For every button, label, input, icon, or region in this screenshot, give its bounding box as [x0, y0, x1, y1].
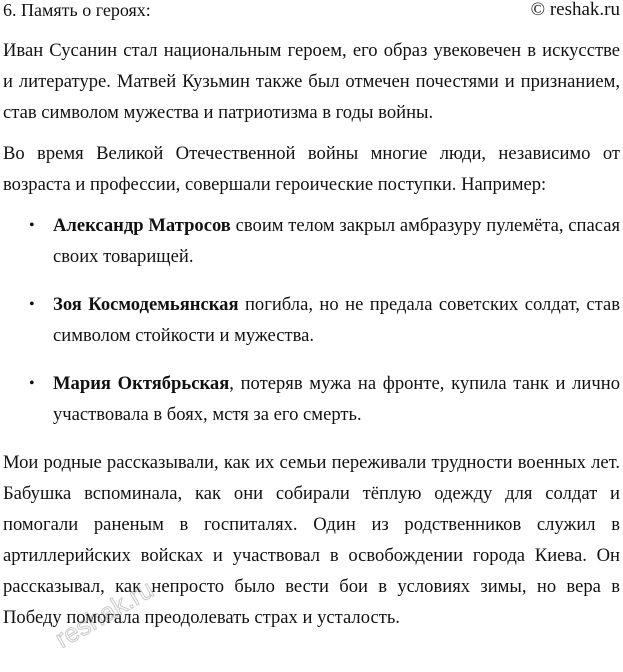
- hero-description: своим телом закрыл амбразуру пулемёта, спасая своих товарищей.: [53, 215, 620, 267]
- heroes-list: [3, 210, 620, 430]
- hero-name: Александр Матросов: [53, 215, 231, 236]
- hero-name: Зоя Космодемьянская: [53, 294, 239, 315]
- bullet-icon: •: [29, 296, 35, 313]
- hero-description: погибла, но не предала советских солдат, став символом стойкости и мужества.: [53, 294, 620, 346]
- paragraph-intro: Иван Сусанин стал национальным героем, его образ увековечен в искусстве и литературе. Матвей Кузьмин также был отмечен почестями и признанием, став символом мужества и патриотизма в годы войны.: [3, 40, 620, 123]
- list-item: [3, 368, 620, 430]
- paragraph-examples-lead: Во время Великой Отечественной войны многие люди, независимо от возраста и профессии, совершали героические поступки. Например:: [3, 143, 620, 195]
- bullet-icon: •: [29, 375, 35, 392]
- site-credit: © reshak.ru: [530, 0, 620, 20]
- bullet-icon: •: [29, 217, 35, 234]
- page-header: [3, 0, 620, 26]
- section-title: 6. Память о героях:: [3, 0, 151, 20]
- hero-description: , потеряв мужа на фронте, купила танк и лично участвовала в боях, мстя за его смерть.: [53, 373, 620, 425]
- watermark-text: reshak.ru: [49, 573, 159, 654]
- list-item: [3, 289, 620, 351]
- list-item: [3, 210, 620, 272]
- document-body: [3, 35, 620, 643]
- paragraph-family-memories: Мои родные рассказывали, как их семьи переживали трудности военных лет. Бабушка вспоминала, как они собирали тёплую одежду для солдат и помогали раненым в госпиталях. Один из родственников служил в артиллерийских войсках и участвовал в освобождении города Киева. Он рассказывал, как непросто было вести бои в условиях зимы, но вера в Победу помогала преодолевать страх и усталость.: [3, 452, 620, 628]
- hero-name: Мария Октябрьская: [53, 373, 230, 394]
